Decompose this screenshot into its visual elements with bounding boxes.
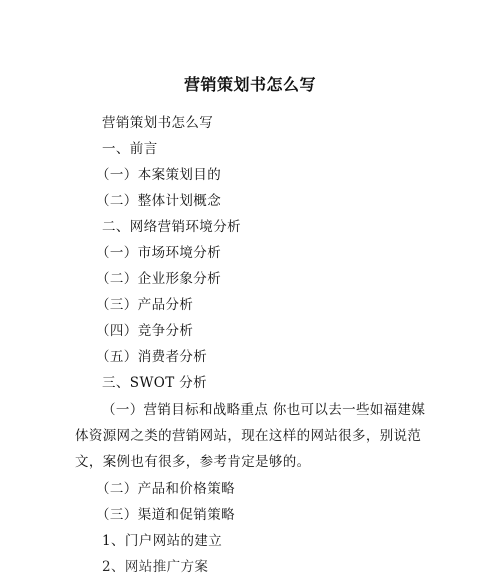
text-line: 二、网络营销环境分析 xyxy=(102,219,241,235)
text-line: （四）竞争分析 xyxy=(96,323,194,339)
text-line: （五）消费者分析 xyxy=(96,349,208,365)
body-paragraph: （一）营销目标和战略重点 你也可以去一些如福建媒体资源网之类的营销网站，现在这样的网站很多，别说范文，案例也有很多，参考肯定是够的。 xyxy=(75,402,426,470)
text-line: （二）企业形象分析 xyxy=(96,271,222,287)
document-title: 营销策划书怎么写 xyxy=(183,75,316,94)
text-line: （二）整体计划概念 xyxy=(96,193,222,209)
text-line: 一、前言 xyxy=(102,141,158,157)
text-line: （三）产品分析 xyxy=(96,297,194,313)
text-line: （二）产品和价格策略 xyxy=(96,481,235,497)
text-line: （一）本案策划目的 xyxy=(96,167,222,183)
text-line: （三）渠道和促销策略 xyxy=(96,507,235,523)
text-line: （一）市场环境分析 xyxy=(96,245,222,261)
text-line: 2、网站推广方案 xyxy=(102,559,209,575)
text-line: 1、门户网站的建立 xyxy=(102,533,223,549)
text-line: 三、SWOT 分析 xyxy=(102,375,208,391)
text-line: 营销策划书怎么写 xyxy=(102,115,214,131)
